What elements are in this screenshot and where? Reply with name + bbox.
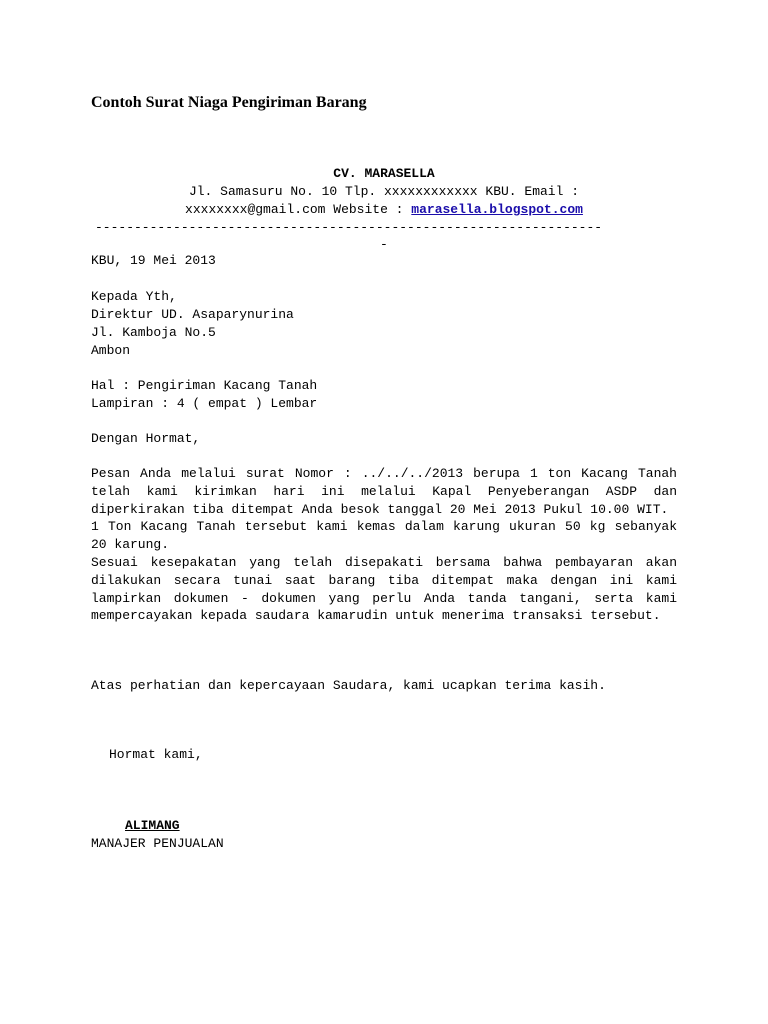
signer-role: MANAJER PENJUALAN <box>91 836 224 851</box>
attachment-line: Lampiran : 4 ( empat ) Lembar <box>91 396 318 411</box>
letter-body <box>91 465 677 625</box>
closing-paragraph-block <box>91 677 677 695</box>
recipient-line-2: Direktur UD. Asaparynurina <box>91 307 294 322</box>
company-contact <box>0 201 768 219</box>
body-paragraph-1: Pesan Anda melalui surat Nomor : ../../../2013 berupa 1 ton Kacang Tanah telah kami kirimkan hari ini melalui Kapal Penyeberangan ASDP dan diperkirakan tiba ditempat Anda besok tanggal 20 Mei 2013 Pukul 10.00 WIT. <box>91 466 677 517</box>
recipient-line-1: Kepada Yth, <box>91 289 177 304</box>
letterhead-divider-tail: - <box>380 237 388 252</box>
company-address: Jl. Samasuru No. 10 Tlp. xxxxxxxxxxxx KBU. Email : <box>188 184 580 199</box>
body-paragraph-4: Atas perhatian dan kepercayaan Saudara, kami ucapkan terima kasih. <box>91 678 606 693</box>
date-line: KBU, 19 Mei 2013 <box>91 253 216 268</box>
body-paragraph-2: 1 Ton Kacang Tanah tersebut kami kemas dalam karung ukuran 50 kg sebanyak 20 karung. <box>91 519 677 553</box>
recipient-line-3: Jl. Kamboja No.5 <box>91 325 216 340</box>
website-link[interactable]: marasella.blogspot.com <box>411 202 583 217</box>
closing-phrase: Hormat kami, <box>109 747 203 762</box>
company-name: CV. MARASELLA <box>333 166 435 181</box>
subject-line: Hal : Pengiriman Kacang Tanah <box>91 378 318 393</box>
letterhead-divider: ----------------------------------------------------------------- <box>95 220 603 235</box>
body-paragraph-3: Sesuai kesepakatan yang telah disepakati bersama bahwa pembayaran akan dilakukan secara tunai saat barang tiba ditempat maka dengan ini kami lampirkan dokumen - dokumen yang perlu Anda tanda tangani, serta kami mempercayakan kepada saudara kamarudin untuk menerima transaksi tersebut. <box>91 554 677 624</box>
signer-name: ALIMANG <box>125 818 180 833</box>
document-title: Contoh Surat Niaga Pengiriman Barang <box>91 94 367 111</box>
recipient-line-4: Ambon <box>91 343 131 358</box>
company-email: xxxxxxxx@gmail.com Website : <box>185 202 412 217</box>
salutation: Dengan Hormat, <box>91 431 201 446</box>
